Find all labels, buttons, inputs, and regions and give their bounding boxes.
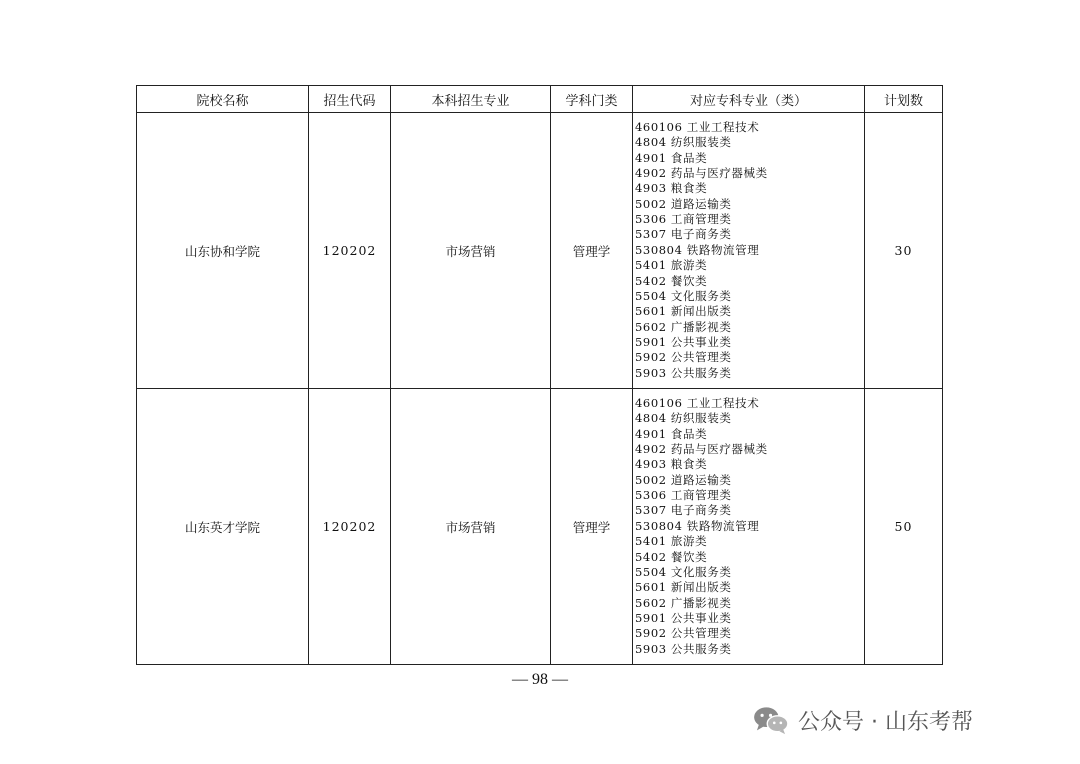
- related-major-item: 4804 纺织服装类: [635, 135, 732, 150]
- table-row: [137, 113, 943, 389]
- related-major-item: 5002 道路运输类: [635, 472, 732, 487]
- related-major-item: 5902 公共管理类: [635, 350, 732, 365]
- related-major-item: 4902 药品与医疗器械类: [635, 166, 768, 181]
- related-major-item: 5601 新闻出版类: [635, 580, 732, 595]
- related-major-item: 5504 文化服务类: [635, 288, 732, 303]
- related-major-item: 530804 铁路物流管理: [635, 518, 760, 533]
- related-major-item: 5306 工商管理类: [635, 212, 732, 227]
- related-major-item: 5401 旅游类: [635, 258, 708, 273]
- related-major-item: 5901 公共事业类: [635, 334, 732, 349]
- wechat-watermark: [752, 705, 973, 735]
- category-cell: 管理学: [551, 113, 633, 389]
- table-row: [137, 389, 943, 665]
- plan-count-cell: 50: [865, 389, 943, 665]
- wechat-icon: [752, 705, 790, 735]
- related-major-item: 4804 纺织服装类: [635, 411, 732, 426]
- plan-count-cell: 30: [865, 113, 943, 389]
- related-major-item: 5903 公共服务类: [635, 641, 732, 656]
- related-major-item: 4902 药品与医疗器械类: [635, 442, 768, 457]
- related-major-item: 460106 工业工程技术: [635, 120, 760, 135]
- watermark-text: 公众号 · 山东考帮: [798, 709, 973, 735]
- major-cell: 市场营销: [391, 389, 551, 665]
- header-enrollment-code: 招生代码: [309, 86, 391, 113]
- page-number: — 98 —: [512, 671, 568, 688]
- related-major-item: 5901 公共事业类: [635, 610, 732, 625]
- related-major-item: 5401 旅游类: [635, 534, 708, 549]
- related-majors-list: [635, 396, 864, 657]
- related-major-item: 5402 餐饮类: [635, 549, 708, 564]
- related-major-item: 5402 餐饮类: [635, 273, 708, 288]
- related-major-item: 5306 工商管理类: [635, 488, 732, 503]
- related-major-item: 4903 粮食类: [635, 181, 708, 196]
- related-major-item: 4901 食品类: [635, 426, 708, 441]
- school-name-cell: 山东英才学院: [137, 389, 309, 665]
- related-major-item: 460106 工业工程技术: [635, 396, 760, 411]
- enrollment-code-cell: 120202: [309, 113, 391, 389]
- header-school-name: 院校名称: [137, 86, 309, 113]
- category-cell: 管理学: [551, 389, 633, 665]
- related-major-item: 5902 公共管理类: [635, 626, 732, 641]
- related-major-item: 5903 公共服务类: [635, 365, 732, 380]
- related-majors-cell: [633, 113, 865, 389]
- header-plan-count: 计划数: [865, 86, 943, 113]
- major-cell: 市场营销: [391, 113, 551, 389]
- related-major-item: 5602 广播影视类: [635, 319, 732, 334]
- related-majors-list: [635, 120, 864, 381]
- header-related-majors: 对应专科专业（类）: [633, 86, 865, 113]
- related-major-item: 5307 电子商务类: [635, 503, 732, 518]
- table-header-row: [137, 86, 943, 113]
- school-name-cell: 山东协和学院: [137, 113, 309, 389]
- enrollment-plan-table: [136, 85, 943, 665]
- related-major-item: 530804 铁路物流管理: [635, 242, 760, 257]
- related-major-item: 4903 粮食类: [635, 457, 708, 472]
- related-major-item: 5601 新闻出版类: [635, 304, 732, 319]
- header-discipline-category: 学科门类: [551, 86, 633, 113]
- enrollment-code-cell: 120202: [309, 389, 391, 665]
- related-majors-cell: [633, 389, 865, 665]
- related-major-item: 5504 文化服务类: [635, 564, 732, 579]
- related-major-item: 5307 电子商务类: [635, 227, 732, 242]
- related-major-item: 5002 道路运输类: [635, 196, 732, 211]
- related-major-item: 5602 广播影视类: [635, 595, 732, 610]
- related-major-item: 4901 食品类: [635, 150, 708, 165]
- header-undergraduate-major: 本科招生专业: [391, 86, 551, 113]
